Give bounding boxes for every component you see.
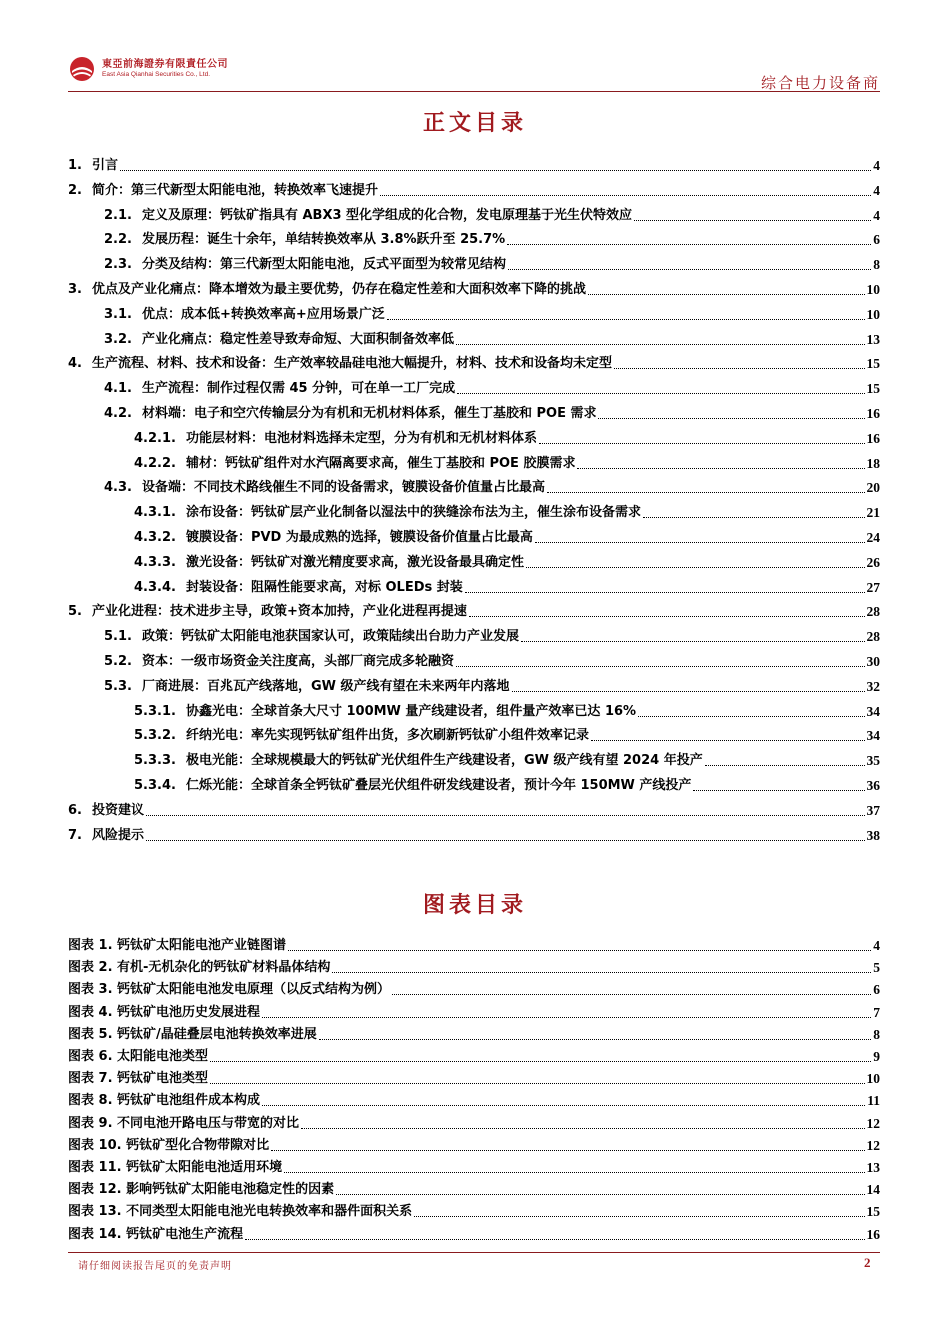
figure-entry-page: 12 [866, 1115, 880, 1131]
figure-entry-page: 9 [873, 1049, 880, 1064]
figure-entry-page: 12 [866, 1137, 880, 1153]
toc-entry-text: 纤纳光电：率先实现钙钛矿组件出货，多次刷新钙钛矿小组件效率记录 [185, 728, 589, 744]
toc-entry-text: 投资建议 [91, 802, 144, 818]
toc-leader-dots [457, 393, 864, 394]
toc-entry-label [134, 505, 641, 521]
figure-leader-dots [301, 1128, 864, 1129]
toc-entry-page: 28 [866, 604, 880, 620]
toc-leader-dots [539, 443, 865, 444]
company-logo [68, 54, 228, 84]
figure-entry-label: 图表 13. 不同类型太阳能电池光电转换效率和器件面积关系 [68, 1204, 413, 1220]
figure-entry[interactable] [68, 1176, 880, 1198]
toc-entry[interactable] [68, 795, 880, 819]
toc-entry-text: 优点及产业化痛点：降本增效为最主要优势，仍存在稳定性差和大面积效率下降的挑战 [91, 282, 586, 297]
toc-leader-dots [456, 666, 865, 667]
toc-leader-dots [508, 269, 871, 270]
toc-entry-label [134, 456, 575, 472]
toc-entry-label [68, 183, 378, 199]
toc-leader-dots [591, 740, 865, 741]
toc-entry-number: 5.2. [104, 654, 132, 669]
toc-entry-text: 发展历程：诞生十余年，单结转换效率从 3.8%跃升至 25.7% [141, 232, 506, 248]
toc-entry-number: 4.3. [104, 480, 132, 496]
figure-entry-label: 图表 6. 太阳能电池类型 [68, 1049, 209, 1064]
toc-leader-dots [526, 567, 865, 568]
logo-chinese-name: 東亞前海證券有限責任公司 [102, 58, 228, 70]
toc-leader-dots [507, 244, 871, 245]
toc-entry-page: 27 [866, 579, 880, 595]
toc-entry-page: 38 [866, 827, 880, 843]
toc-entry-number: 5.3.1. [134, 703, 176, 719]
toc-entry[interactable] [68, 572, 880, 596]
toc-entry[interactable] [68, 497, 880, 521]
toc-entry-number: 3. [68, 282, 82, 297]
toc-entry[interactable] [68, 745, 880, 769]
toc-entry-number: 5.1. [104, 629, 132, 645]
toc-entry[interactable] [68, 150, 880, 174]
figure-entry[interactable] [68, 932, 880, 954]
toc-leader-dots [638, 716, 864, 717]
toc-entry-label [104, 381, 455, 397]
toc-entry-number: 2.1. [104, 207, 132, 223]
figure-leader-dots [392, 994, 871, 995]
toc-entry-text: 定义及原理：钙钛矿指具有 ABX3 型化学组成的化合物，发电原理基于光生伏特效应 [141, 207, 633, 223]
toc-entry-text: 极电光能：全球规模最大的钙钛矿光伏组件生产线建设者，GW 级产线有望 2024 年投产 [185, 753, 703, 769]
toc-entry-text: 产业化进程：技术进步主导，政策+资本加持，产业化进程再提速 [91, 604, 467, 620]
toc-entry-number: 1. [68, 158, 82, 173]
figure-entry-label: 图表 7. 钙钛矿电池类型 [68, 1071, 209, 1087]
figure-entry[interactable] [68, 954, 880, 976]
figure-entry-label: 图表 4. 钙钛矿电池历史发展进程 [68, 1004, 261, 1020]
figure-entry[interactable] [68, 976, 880, 998]
toc-entry-page: 28 [866, 629, 880, 645]
figure-entry[interactable] [68, 1221, 880, 1243]
toc-entry-number: 3.1. [104, 306, 132, 322]
toc-entry-label [104, 257, 506, 273]
toc-leader-dots [120, 170, 871, 171]
toc-entry-page: 18 [866, 455, 880, 471]
company-logo-icon [68, 55, 96, 83]
toc-entry[interactable] [68, 770, 880, 794]
figure-entry[interactable] [68, 1154, 880, 1176]
toc-entry-label [134, 728, 589, 744]
toc-entry-number: 4.2.2. [134, 455, 176, 471]
toc-entry-number: 4.3.4. [134, 579, 176, 595]
figure-entry-label: 图表 14. 钙钛矿电池生产流程 [68, 1226, 244, 1242]
toc-leader-dots [380, 195, 871, 196]
toc-entry-label [68, 604, 467, 620]
toc-entry-label [68, 282, 586, 298]
toc-leader-dots [598, 418, 864, 419]
toc-entry-number: 4.3.1. [134, 505, 176, 521]
toc-entry-page: 10 [866, 306, 880, 322]
figure-leader-dots [245, 1239, 864, 1240]
toc-leader-dots [146, 840, 865, 841]
toc-entry-text: 简介：第三代新型太阳能电池，转换效率飞速提升 [91, 182, 378, 198]
toc-entry-label [104, 307, 385, 323]
figure-entry-label: 图表 1. 钙钛矿太阳能电池产业链图谱 [68, 938, 287, 953]
toc-entry[interactable] [68, 175, 880, 199]
toc-entry-page: 8 [873, 257, 880, 273]
toc-entry-page: 6 [873, 232, 880, 248]
toc-entry-page: 4 [873, 207, 880, 223]
toc-entry-number: 4.3.3. [134, 554, 176, 570]
figure-entry-page: 13 [866, 1160, 880, 1175]
toc-entry[interactable] [68, 671, 880, 695]
toc-entry-label [104, 332, 454, 348]
toc-entry-page: 26 [866, 554, 880, 570]
toc-entry-text: 引言 [91, 158, 118, 173]
figure-entry-page: 6 [873, 982, 880, 998]
toc-leader-dots [521, 641, 865, 642]
toc-entry-page: 35 [866, 753, 880, 769]
toc-entry-text: 生产流程、材料、技术和设备：生产效率较晶硅电池大幅提升，材料、技术和设备均未定型 [91, 356, 612, 372]
toc-entry[interactable] [68, 249, 880, 273]
toc-entry-page: 30 [866, 654, 880, 669]
toc-leader-dots [387, 319, 865, 320]
toc-entry-number: 2. [68, 182, 82, 198]
figure-entry-page: 14 [866, 1182, 880, 1198]
toc-leader-dots [693, 790, 864, 791]
toc-entry-label [134, 580, 463, 596]
toc-leader-dots [705, 765, 865, 766]
toc-entry-page: 37 [866, 802, 880, 818]
page-number: 2 [864, 1255, 871, 1270]
toc-entry[interactable] [68, 224, 880, 248]
toc-entry-label [68, 158, 118, 174]
toc-entry-text: 风险提示 [91, 827, 144, 843]
toc-entry-text: 政策：钙钛矿太阳能电池获国家认可，政策陆续出台助力产业发展 [141, 629, 519, 645]
toc-entry[interactable] [68, 596, 880, 620]
toc-entry-label [134, 431, 537, 447]
toc-entry-label [104, 406, 596, 422]
toc-entry[interactable] [68, 324, 880, 348]
toc-entry-page: 10 [866, 282, 880, 297]
toc-entry-label [134, 704, 636, 720]
toc-entry-page: 4 [873, 158, 880, 173]
figure-entry-label: 图表 3. 钙钛矿太阳能电池发电原理（以反式结构为例） [68, 982, 391, 998]
toc-entry-number: 5.3. [104, 678, 132, 694]
figure-leader-dots [210, 1061, 871, 1062]
figure-entry-page: 4 [873, 938, 880, 953]
toc-entry-page: 21 [866, 505, 880, 521]
toc-leader-dots [614, 368, 865, 369]
toc-leader-dots [535, 542, 865, 543]
toc-entry-text: 厂商进展：百兆瓦产线落地，GW 级产线有望在未来两年内落地 [141, 678, 510, 694]
toc-entry-number: 3.2. [104, 331, 132, 347]
toc-entry-label [134, 555, 524, 571]
figure-entry-label: 图表 2. 有机-无机杂化的钙钛矿材料晶体结构 [68, 960, 331, 976]
toc-entry[interactable] [68, 472, 880, 496]
toc-entry-text: 涂布设备：钙钛矿层产业化制备以湿法中的狭缝涂布法为主，催生涂布设备需求 [185, 505, 641, 521]
toc-entry-text: 优点：成本低+转换效率高+应用场景广泛 [141, 306, 385, 322]
figure-entry-page: 11 [867, 1093, 880, 1109]
toc-entry-label [104, 629, 519, 645]
toc-entry-text: 材料端：电子和空穴传输层分为有机和无机材料体系，催生丁基胶和 POE 需求 [141, 406, 597, 421]
figure-entry-label: 图表 10. 钙钛矿型化合物带隙对比 [68, 1137, 270, 1153]
figure-leader-dots [336, 1194, 864, 1195]
toc-entry[interactable] [68, 621, 880, 645]
toc-entry-number: 4.3.2. [134, 530, 176, 545]
toc-entry[interactable] [68, 299, 880, 323]
toc-leader-dots [146, 815, 865, 816]
figure-leader-dots [332, 972, 871, 973]
figure-entry[interactable] [68, 1198, 880, 1220]
figure-entry-label: 图表 5. 钙钛矿/晶硅叠层电池转换效率进展 [68, 1026, 317, 1042]
figure-entry-page: 5 [873, 960, 880, 976]
figure-entry-label: 图表 11. 钙钛矿太阳能电池适用环境 [68, 1160, 283, 1175]
toc-entry-number: 5. [68, 604, 82, 620]
toc-entry-number: 6. [68, 802, 82, 818]
toc-entry[interactable] [68, 423, 880, 447]
toc-entry-number: 4.1. [104, 381, 132, 397]
figure-entry[interactable] [68, 1043, 880, 1065]
toc-entry[interactable] [68, 398, 880, 422]
toc-entry[interactable] [68, 646, 880, 670]
figure-leader-dots [284, 1172, 864, 1173]
figure-entry-page: 16 [866, 1226, 880, 1242]
toc-leader-dots [456, 344, 865, 345]
toc-entry-number: 5.3.4. [134, 778, 176, 793]
toc-entry[interactable] [68, 373, 880, 397]
toc-entry[interactable] [68, 448, 880, 472]
page-header [68, 54, 880, 94]
figure-leader-dots [414, 1216, 864, 1217]
figure-leader-dots [288, 950, 871, 951]
toc-entry-label [104, 232, 505, 248]
figure-entry-page: 15 [866, 1204, 880, 1220]
toc-leader-dots [588, 294, 865, 295]
toc-leader-dots [634, 220, 871, 221]
toc-entry[interactable] [68, 274, 880, 298]
figure-leader-dots [271, 1150, 864, 1151]
toc-entry-label [104, 679, 510, 695]
toc-entry[interactable] [68, 820, 880, 844]
toc-entry-label [104, 654, 454, 670]
figure-entry-page: 8 [873, 1026, 880, 1042]
figure-entry-label: 图表 8. 钙钛矿电池组件成本构成 [68, 1093, 261, 1109]
toc-entry-page: 20 [866, 480, 880, 496]
toc-entry-label [134, 530, 533, 546]
toc-entry-label [68, 803, 144, 819]
toc-entry-text: 产业化痛点：稳定性差导致寿命短、大面积制备效率低 [141, 331, 454, 347]
toc-entry-page: 24 [866, 530, 880, 545]
figure-entry-page: 7 [873, 1004, 880, 1020]
toc-entry-text: 资本：一级市场资金关注度高，头部厂商完成多轮融资 [141, 654, 454, 669]
toc-entry-page: 16 [866, 430, 880, 446]
toc-entry[interactable] [68, 348, 880, 372]
toc-leader-dots [512, 691, 865, 692]
toc-entry-page: 36 [866, 778, 880, 793]
toc-entry-number: 4. [68, 356, 82, 372]
footer-divider [68, 1252, 880, 1253]
toc-leader-dots [469, 616, 865, 617]
toc-entry-number: 5.3.2. [134, 728, 176, 744]
toc-leader-dots [643, 517, 865, 518]
figure-entry[interactable] [68, 1065, 880, 1087]
toc-entry-text: 分类及结构：第三代新型太阳能电池，反式平面型为较常见结构 [141, 257, 506, 273]
toc-leader-dots [465, 592, 865, 593]
toc-entry-label [104, 480, 545, 496]
toc-entry-text: 生产流程：制作过程仅需 45 分钟，可在单一工厂完成 [141, 381, 456, 397]
toc-entry[interactable] [68, 522, 880, 546]
toc-entry-text: 仁烁光能：全球首条全钙钛矿叠层光伏组件研发线建设者，预计今年 150MW 产线投产 [185, 778, 692, 793]
logo-english-name: East Asia Qianhai Securities Co., Ltd. [102, 70, 211, 78]
toc-entry[interactable] [68, 547, 880, 571]
toc-entry-number: 2.3. [104, 257, 132, 273]
toc-entry-text: 封装设备：阻隔性能要求高，对标 OLEDs 封装 [185, 579, 463, 595]
figure-leader-dots [319, 1039, 871, 1040]
figure-entry[interactable] [68, 1087, 880, 1109]
figure-entry-page: 10 [866, 1071, 880, 1087]
toc-entry-page: 34 [866, 703, 880, 719]
toc-entry-number: 2.2. [104, 232, 132, 248]
toc-entry-page: 15 [866, 356, 880, 372]
toc-entry-page: 34 [866, 728, 880, 744]
report-category: 综合电力设备商 [760, 74, 880, 92]
figure-entry[interactable] [68, 1021, 880, 1043]
figure-entry-label: 图表 12. 影响钙钛矿太阳能电池稳定性的因素 [68, 1182, 335, 1198]
toc-entry-number: 5.3.3. [134, 753, 176, 769]
toc-entry-number: 4.2. [104, 406, 132, 421]
toc-entry-page: 32 [866, 678, 880, 694]
footer-disclaimer: 请仔细阅读报告尾页的免责声明 [78, 1261, 232, 1272]
toc-entry-label [134, 753, 703, 769]
toc-entry-page: 15 [866, 381, 880, 397]
header-divider [68, 91, 880, 92]
toc-leader-dots [577, 468, 864, 469]
figure-entry[interactable] [68, 1132, 880, 1154]
toc-entry-text: 辅材：钙钛矿组件对水汽隔离要求高，催生丁基胶和 POE 胶膜需求 [185, 455, 576, 471]
toc-entry-text: 功能层材料：电池材料选择未定型，分为有机和无机材料体系 [185, 430, 537, 446]
figure-entry-label: 图表 9. 不同电池开路电压与带宽的对比 [68, 1115, 300, 1131]
toc-entry-number: 7. [68, 827, 82, 843]
figure-leader-dots [262, 1017, 871, 1018]
figure-list-title: 图表目录 [422, 893, 527, 918]
figure-leader-dots [210, 1083, 864, 1084]
toc-leader-dots [547, 492, 865, 493]
toc-entry-text: 设备端：不同技术路线催生不同的设备需求，镀膜设备价值量占比最高 [141, 480, 545, 496]
toc-entry-page: 4 [873, 182, 880, 198]
toc-entry-text: 激光设备：钙钛矿对激光精度要求高，激光设备最具确定性 [185, 554, 524, 570]
figure-leader-dots [262, 1105, 865, 1106]
toc-entry-number: 4.2.1. [134, 430, 176, 446]
toc-entry-page: 13 [866, 331, 880, 347]
toc-entry-page: 16 [866, 406, 880, 421]
toc-entry-text: 镀膜设备：PVD 为最成熟的选择，镀膜设备价值量占比最高 [185, 530, 533, 545]
toc-entry-label [104, 208, 632, 224]
toc-entry-label [68, 828, 144, 844]
figure-entry[interactable] [68, 1110, 880, 1132]
toc-entry-label [134, 778, 691, 794]
toc-entry[interactable] [68, 720, 880, 744]
toc-title: 正文目录 [422, 111, 527, 136]
toc-entry[interactable] [68, 200, 880, 224]
toc-entry[interactable] [68, 696, 880, 720]
toc-entry-text: 协鑫光电：全球首条大尺寸 100MW 量产线建设者，组件量产效率已达 16% [185, 703, 637, 719]
figure-entry[interactable] [68, 999, 880, 1021]
toc-entry-label [68, 356, 612, 372]
